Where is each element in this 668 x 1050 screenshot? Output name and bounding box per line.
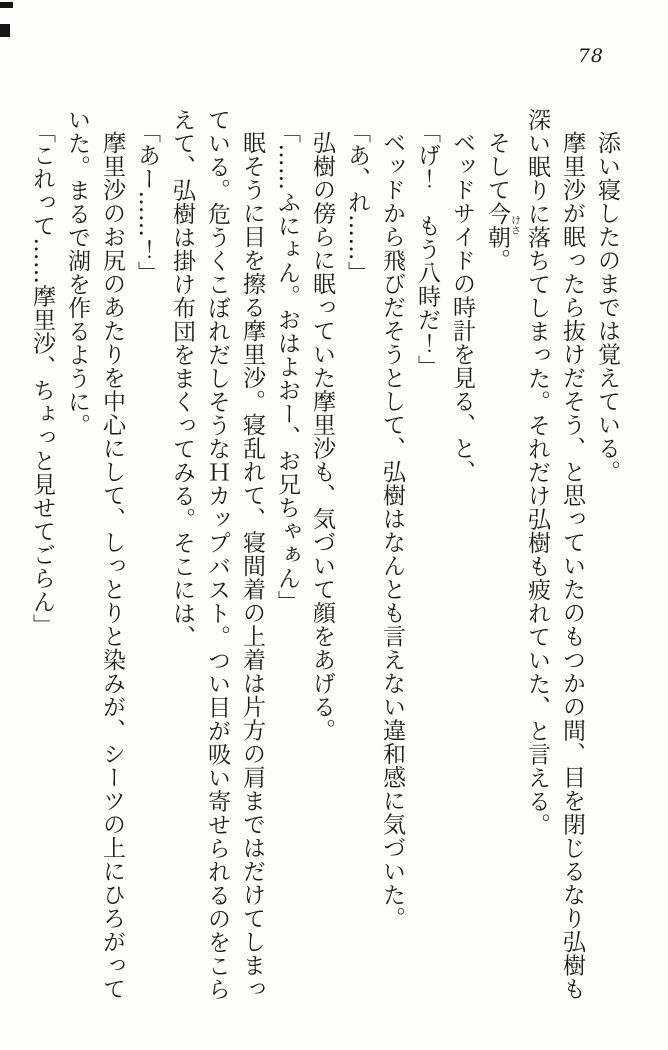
text-column: ベッドから飛びだそうとして、弘樹はなんとも言えない違和感に気づいた。: [379, 131, 405, 930]
text-column: 「……ふにょん。おはよおー、お兄ちゃぁん」: [274, 120, 300, 614]
text-column: ている。危うくこぼれだしそうなＨカップバスト。つい目が吸い寄せられるのをこら: [204, 108, 230, 1001]
text-columns: [24, 108, 624, 1038]
ruby-annotated-word: 今朝けさ: [484, 201, 520, 249]
text-column: 「げ！ もう八時だ！」: [414, 120, 440, 379]
text-column: 深い眠りに落ちてしまった。それだけ弘樹も疲れていた、と言える。: [524, 108, 550, 837]
scan-artifact: [0, 24, 10, 37]
text-column: 添い寝したのまでは覚えている。: [594, 131, 620, 484]
text-column: そして今朝けさ。: [484, 131, 520, 272]
text-column: えて、弘樹は掛け布団をまくってみる。そこには、: [169, 108, 195, 649]
text-column: 摩里沙のお尻のあたりを中心にして、しっとりと染みが、シーツの上にひろがって: [99, 131, 125, 1001]
text-column: いた。まるで湖を作るように。: [64, 108, 90, 437]
text-column: 摩里沙が眠ったら抜けだそう、と思っていたのもつかの間、目を閉じるなり弘樹も: [559, 131, 585, 1001]
text-column: 眠そうに目を擦る摩里沙。寝乱れて、寝間着の上着は片方の肩まではだけてしまっ: [239, 131, 265, 1001]
text-column: 「これって……摩里沙、ちょっと見せてごらん」: [29, 120, 55, 637]
scan-artifact: [0, 2, 13, 8]
text-column: 「あー……！」: [134, 120, 160, 285]
text-column: 「あ、れ……」: [344, 120, 370, 285]
text-column: 弘樹の傍らに眠っていた摩里沙も、気づいて顔をあげる。: [309, 131, 335, 742]
page-number: 78: [577, 45, 604, 67]
text-column: ベッドサイドの時計を見る、と、: [449, 131, 475, 484]
